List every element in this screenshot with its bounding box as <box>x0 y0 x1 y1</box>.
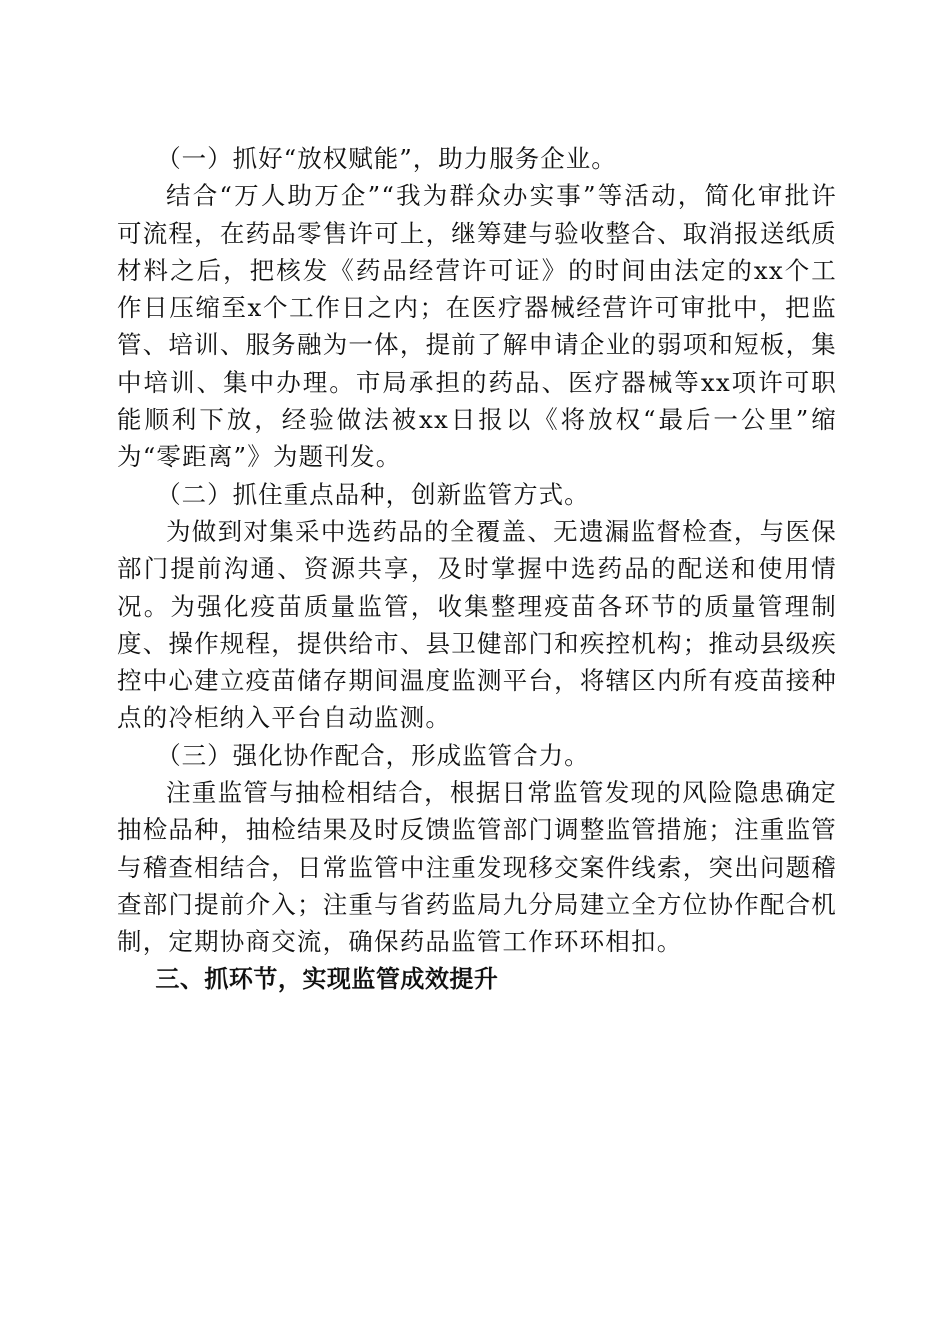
section-heading-1: （一）抓好“放权赋能”，助力服务企业。 <box>156 144 617 173</box>
chapter-heading: 三、抓环节，实现监管成效提升 <box>155 964 499 993</box>
section-body-3: 注重监管与抽检相结合，根据日常监管发现的风险隐患确定抽检品种，抽检结果及时反馈监管部门调整监管措施；注重监管与稽查相结合，日常监管中注重发现移交案件线索，突出问题稽查部门提前介入；注重与省药监局九分局建立全方位协作配合机制，定期协商交流，确保药品监管工作环环相扣。 <box>117 778 837 957</box>
section-heading-2: （二）抓住重点品种，创新监管方式。 <box>156 479 590 509</box>
section-body-2: 为做到对集采中选药品的全覆盖、无遗漏监督检查，与医保部门提前沟通、资源共享，及时掌握中选药品的配送和使用情况。为强化疫苗质量监管，收集整理疫苗各环节的质量管理制度、操作规程，提供给市、县卫健部门和疾控机构；推动县级疾控中心建立疫苗储存期间温度监测平台，将辖区内所有疫苗接种点的冷柜纳入平台自动监测。 <box>117 516 837 733</box>
section-body-1: 结合“万人助万企”“我为群众办实事”等活动，简化审批许可流程，在药品零售许可上，继筹建与验收整合、取消报送纸质材料之后，把核发《药品经营许可证》的时间由法定的xx个工作日压缩至x个工作日之内；在医疗器械经营许可审批中，把监管、培训、服务融为一体，提前了解申请企业的弱项和短板，集中培训、集中办理。市局承担的药品、医疗器械等xx项许可职能顺利下放，经验做法被xx日报以《将放权“最后一公里”缩为“零距离”》为题刊发。 <box>117 181 837 472</box>
section-heading-3: （三）强化协作配合，形成监管合力。 <box>156 740 590 770</box>
document-page <box>117 140 837 998</box>
